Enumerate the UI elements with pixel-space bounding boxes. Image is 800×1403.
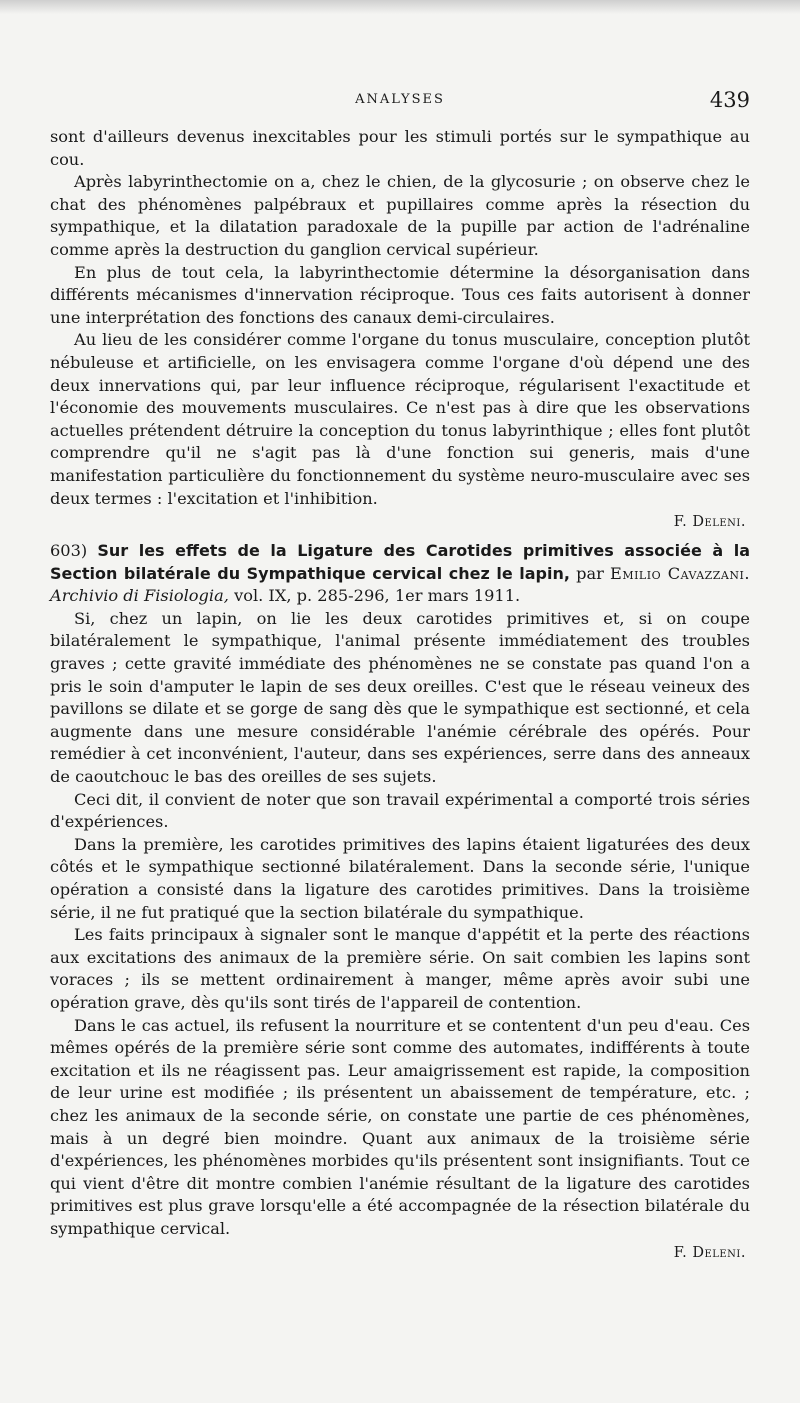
running-title: ANALYSES [355,92,445,107]
review-paragraph: En plus de tout cela, la labyrinthectomie détermine la désorganisation dans différents mécanismes d'innervation réciproque. Tous ces faits autorisent à donner une interprétation des fonctions des canaux demi-circulaires. [50,262,750,327]
page-number: 439 [709,88,750,112]
first-review [50,126,750,530]
review-signature: F. Deleni. [673,514,746,531]
review-paragraph: Après labyrinthectomie on a, chez le chien, de la glycosurie ; on observe chez le chat des phénomènes palpébraux et pupillaires comme après la résection du sympathique, et la dilatation paradoxale de la pupille par action de l'adrénaline comme après la destruction du ganglion cervical supérieur. [50,172,750,259]
article-journal: Archivio di Fisiologia, [50,586,229,606]
article-by: par [576,563,604,583]
article-paragraph: Les faits principaux à signaler sont le manque d'appétit et la perte des réactions aux excitations des animaux de la première série. On sait combien les lapins sont voraces ; ils se mettent ordinairement à manger, même après avoir subi une opération grave, dès qu'ils sont tirés de l'appareil de contention. [50,925,750,1012]
review-paragraph: Au lieu de les considérer comme l'organe du tonus musculaire, conception plutôt nébuleuse et artificielle, on les envisagera comme l'organe d'où dépend une des deux innervations qui, par leur influence réciproque, régularisent l'exactitude et l'économie des mouvements musculaires. Ce n'est pas à dire que les observations actuelles prétendent détruire la conception du tonus labyrinthique ; elles font plutôt comprendre qu'il ne s'agit pas là d'une fonction sui generis, mais d'une manifestation particulière du fonctionnement du système neuro-musculaire avec ses deux termes : l'excitation et l'inhibition. [50,330,750,508]
review-paragraph: sont d'ailleurs devenus inexcitables pour les stimuli portés sur le sympathique au cou. [50,127,750,169]
running-head [50,88,750,118]
article-paragraph: Dans le cas actuel, ils refusent la nourriture et se contentent d'un peu d'eau. Ces mêmes opérés de la première série sont comme des automates, indifférents à toute excitation et ils ne réagissent pas. Leur amaigrissement est rapide, la composition de leur urine est modifiée ; ils présentent un abaissement de température, etc. ; chez les animaux de la seconde série, on constate une partie de ces phénomènes, mais à un degré bien moindre. Quant aux animaux de la troisième série d'expériences, les phénomènes morbides qu'ils présentent sont insignifiants. Tout ce qui vient d'être dit montre combien l'anémie résultant de la ligature des carotides primitives est plus grave lorsqu'elle a été accompagnée de la résection bilatérale du sympathique cervical. [50,1015,750,1238]
article [50,540,750,1260]
article-heading [50,540,750,608]
scan-edge [0,0,800,14]
book-page [50,88,750,1271]
article-author: Emilio Cavazzani. [610,563,750,583]
article-citation: vol. IX, p. 285-296, 1er mars 1911. [234,586,521,606]
article-paragraph: Ceci dit, il convient de noter que son travail expérimental a comporté trois séries d'expériences. [50,789,750,832]
article-signature: F. Deleni. [673,1244,746,1261]
article-paragraph: Si, chez un lapin, on lie les deux carotides primitives et, si on coupe bilatéralement le sympathique, l'animal présente immédiatement des troubles graves ; cette gravité immédiate des phénomènes ne se constate pas quand l'on a pris le soin d'amputer le lapin de ses deux oreilles. C'est que le réseau veineux des pavillons se dilate et se gorge de sang dès que le sympathique est sectionné, et cela augmente dans une mesure considérable l'anémie cérébrale des opérés. Pour remédier à cet inconvénient, l'auteur, dans ses expériences, serre dans des anneaux de caoutchouc le bas des oreilles de ses sujets. [50,608,750,787]
article-paragraph: Dans la première, les carotides primitives des lapins étaient ligaturées des deux côtés et le sympathique sectionné bilatéralement. Dans la seconde série, l'unique opération a consisté dans la ligature des carotides primitives. Dans la troisième série, il ne fut pratiqué que la section bilatérale du sympathique. [50,834,750,922]
article-title: Sur les effets de la Ligature des Carotides primitives associée à la Section bilatérale du Sympathique cervical chez le lapin, [50,541,750,583]
article-number: 603) [50,541,88,561]
